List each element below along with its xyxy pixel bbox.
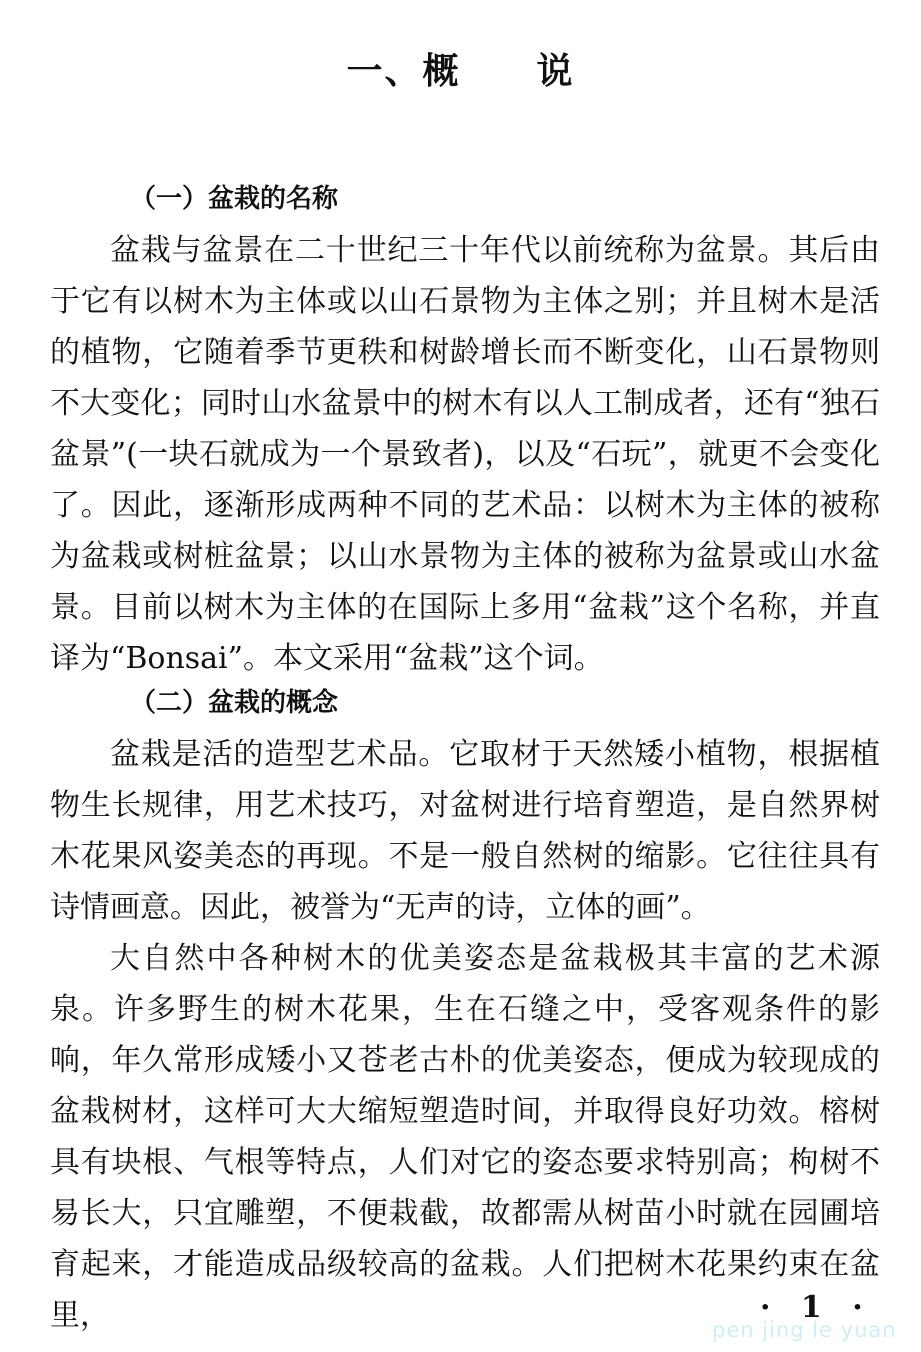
section-heading-concept: （二）盆栽的概念 xyxy=(130,688,339,718)
paragraph-bonsai-concept: 盆栽是活的造型艺术品。它取材于天然矮小植物，根据植物生长规律，用艺术技巧，对盆树进行培育塑造，是自然界树木花果风姿美态的再现。不是一般自然树的缩影。它往往具有诗情画意。因此，被誉为“无声的诗，立体的画”。 xyxy=(50,737,880,925)
paragraph-bonsai-name: 盆栽与盆景在二十世纪三十年代以前统称为盆景。其后由于它有以树木为主体或以山石景物为主体之别；并且树木是活的植物，它随着季节更秩和树龄增长而不断变化，山石景物则不大变化；同时山水盆景中的树木有以人工制成者，还有“独石盆景”(一块石就成为一个景致者)，以及“石玩”，就更不会变化了。因此，逐渐形成两种不同的艺术品：以树木为主体的被称为盆栽或树桩盆景；以山水景物为主体的被称为盆景或山水盆景。目前以树木为主体的在国际上多用“盆栽”这个名称，并直译为“Bonsai”。本文采用“盆栽”这个词。 xyxy=(50,233,880,676)
paragraph-bonsai-sources: 大自然中各种树木的优美姿态是盆栽极其丰富的艺术源泉。许多野生的树木花果，生在石缝之中，受客观条件的影响，年久常形成矮小又苍老古朴的优美姿态，便成为较现成的盆栽树材，这样可大大缩短塑造时间，并取得良好功效。榕树具有块根、气根等特点，人们对它的姿态要求特别高；枸树不易长大，只宜雕塑，不便栽截，故都需从树苗小时就在园圃培育起来，才能造成品级较高的盆栽。人们把树木花果约束在盆里， xyxy=(50,941,880,1333)
chapter-title: 一、概 说 xyxy=(346,50,575,92)
page-number: · 1 · xyxy=(760,1290,873,1325)
watermark: pen jing le yuan xyxy=(712,1318,897,1342)
section-heading-name: （一）盆栽的名称 xyxy=(130,184,339,214)
